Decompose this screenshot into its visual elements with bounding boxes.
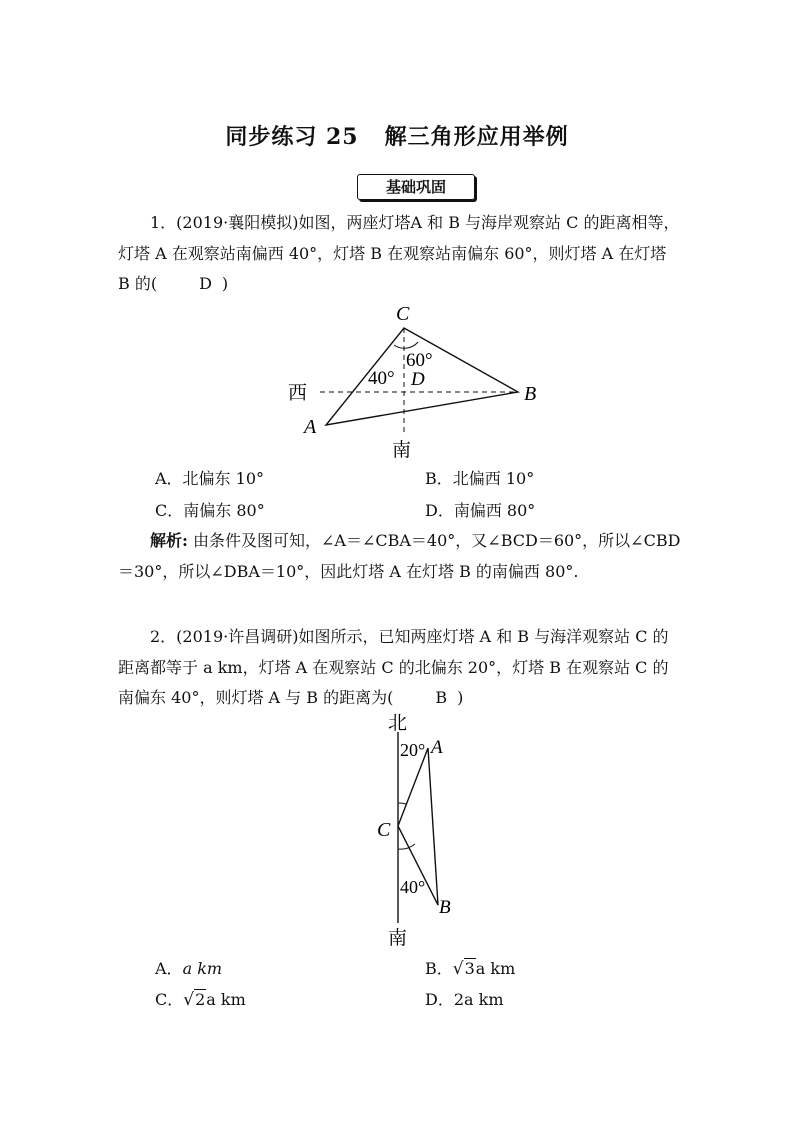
figure-2-label-c: C	[377, 819, 391, 841]
figure-1-label-b: B	[524, 383, 537, 405]
figure-2-angle-top: 20°	[400, 740, 426, 760]
figure-2-label-b: B	[439, 897, 451, 918]
question-1-text: 1．(2019·襄阳模拟)如图，两座灯塔A 和 B 与海岸观察站 C 的距离相等，灯塔 A 在观察站南偏西 40°，灯塔 B 在观察站南偏东 60°，则灯塔 A 在灯塔 B 的(	[118, 213, 680, 293]
q2-option-c-radicand: 2	[195, 990, 206, 1009]
figure-2-label-south: 南	[388, 928, 408, 948]
figure-1-angle-arc	[394, 342, 418, 348]
question-1	[118, 208, 683, 300]
q2-option-b-value: a km	[475, 959, 516, 978]
figure-2-angle-bottom: 40°	[400, 877, 426, 897]
sqrt-icon: √3	[452, 959, 475, 979]
question-2-text: 2．(2019·许昌调研)如图所示，已知两座灯塔 A 和 B 与海洋观察站 C 的距离都等于 a km，灯塔 A 在观察站 C 的北偏东 20°，灯塔 B 在观察站 C 的南偏东 40°，则灯塔 A 与 B 的距离为(	[118, 627, 669, 707]
q2-option-b-prefix: B．	[425, 959, 453, 978]
analysis-text: 由条件及图可知，∠A＝∠CBA＝40°，又∠BCD＝60°，所以∠CBD＝30°，所以∠DBA＝10°，因此灯塔 A 在灯塔 B 的南偏西 80°.	[118, 531, 681, 581]
figure-2-angle-arc-top	[398, 803, 406, 804]
q1-analysis	[118, 526, 683, 587]
question-1-close: )	[221, 274, 229, 293]
q2-option-b-radicand: 3	[464, 959, 475, 978]
question-1-answer: D	[199, 274, 212, 293]
figure-1-label-d: D	[411, 369, 425, 390]
q1-option-d: D．南偏西 80°	[425, 501, 536, 520]
figure-1-angle-left: 40°	[368, 368, 395, 389]
q2-option-d-value: 2a km	[453, 990, 504, 1009]
figure-1-label-c: C	[396, 303, 410, 325]
question-2-answer: B	[435, 688, 448, 707]
q1-option-b: B．北偏西 10°	[425, 469, 535, 488]
q2-option-c	[155, 987, 246, 1010]
q1-option-a: A．北偏东 10°	[155, 469, 265, 488]
section-badge: 基础巩固	[357, 174, 475, 200]
q2-option-c-prefix: C．	[155, 990, 184, 1009]
figure-2-angle-arc-bottom	[398, 844, 415, 849]
q2-option-a	[155, 956, 222, 979]
figure-2-label-north: 北	[388, 713, 408, 734]
question-2	[118, 622, 683, 714]
q2-option-c-value: a km	[206, 990, 246, 1009]
q2-option-d	[425, 987, 504, 1010]
figure-1-label-west: 西	[288, 383, 308, 404]
q2-option-b	[425, 956, 515, 979]
figure-1-label-a: A	[304, 416, 317, 438]
page-title	[0, 120, 794, 151]
sqrt-icon: √2	[183, 990, 206, 1010]
q2-option-d-prefix: D．	[425, 990, 454, 1009]
q2-option-a-value: a km	[182, 959, 223, 978]
analysis-label: 解析:	[150, 531, 188, 550]
title-number: 同步练习 25	[225, 124, 359, 150]
q1-option-c: C．南偏东 80°	[155, 501, 265, 520]
figure-2-label-a: A	[431, 737, 443, 758]
figure-1-angle-right: 60°	[406, 350, 433, 371]
title-topic: 解三角形应用举例	[384, 124, 569, 150]
q2-option-a-prefix: A．	[155, 959, 183, 978]
figure-2	[355, 708, 465, 948]
figure-1	[280, 300, 550, 468]
question-2-close: )	[457, 688, 464, 707]
figure-1-label-south: 南	[392, 440, 412, 461]
